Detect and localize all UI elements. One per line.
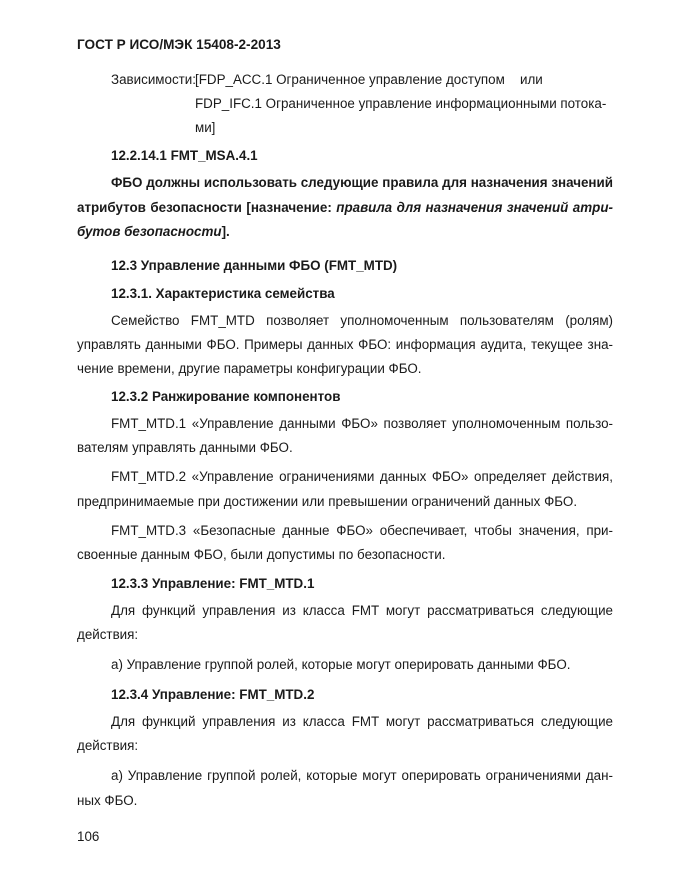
assignment-italic: бутов безопасности [77,224,222,239]
element-text-line [77,200,613,215]
paragraph-line: предпринимаемые при достижении или превышении ограничений данных ФБО. [77,494,578,509]
paragraph-line: действия: [77,627,139,642]
dependencies-or: или [520,72,543,87]
list-item-continuation: ных ФБО. [77,793,138,808]
element-text-span: ]. [221,224,230,239]
paragraph-line: FMT_MTD.3 «Безопасные данные ФБО» обеспечивает, чтобы значения, при- [111,523,613,538]
document-header: ГОСТ Р ИСО/МЭК 15408-2-2013 [77,37,281,52]
paragraph-line: FMT_MTD.1 «Управление данными ФБО» позволяет уполномоченным пользо- [111,416,613,431]
section-heading-12-3-3: 12.3.3 Управление: FMT_MTD.1 [111,576,315,591]
paragraph-line: вателям управлять данными ФБО. [77,440,293,455]
paragraph-line: Для функций управления из класса FMT могут рассматриваться следующие [111,714,613,729]
dependencies-label: Зависимости: [111,72,196,87]
page-number: 106 [77,829,100,844]
section-heading-12-3-1: 12.3.1. Характеристика семейства [111,286,335,301]
paragraph-line: управлять данными ФБО. Примеры данных ФБО: информация аудита, текущее зна- [77,337,613,352]
section-heading-12-3-4: 12.3.4 Управление: FMT_MTD.2 [111,687,315,702]
element-text-span: атрибутов безопасности [назначение: [77,200,337,215]
dependencies-line-2: FDP_IFC.1 Ограниченное управление информационными потока- [195,96,607,111]
element-text-line [77,224,230,239]
paragraph-line: Семейство FMT_MTD позволяет уполномоченным пользователям (ролям) [111,313,613,328]
element-text-line: ФБО должны использовать следующие правила для назначения значений [111,175,613,190]
list-item: а) Управление группой ролей, которые могут оперировать данными ФБО. [111,657,571,672]
paragraph-line: Для функций управления из класса FMT могут рассматриваться следующие [111,603,613,618]
paragraph-line: действия: [77,738,139,753]
paragraph-line: FMT_MTD.2 «Управление ограничениями данных ФБО» определяет действия, [111,469,613,484]
assignment-italic: правила для назначения значений атри- [336,200,613,215]
section-heading-12-3-2: 12.3.2 Ранжирование компонентов [111,389,341,404]
element-heading-msa: 12.2.14.1 FMT_MSA.4.1 [111,148,258,163]
dependencies-line-3: ми] [195,120,216,135]
list-item: а) Управление группой ролей, которые могут оперировать ограничениями дан- [111,768,613,783]
section-heading-12-3: 12.3 Управление данными ФБО (FMT_MTD) [111,258,398,273]
paragraph-line: чение времени, другие параметры конфигурации ФБО. [77,361,422,376]
dependencies-line-1: [FDP_ACC.1 Ограниченное управление доступом [195,72,505,87]
paragraph-line: своенные данным ФБО, были допустимы по безопасности. [77,547,446,562]
